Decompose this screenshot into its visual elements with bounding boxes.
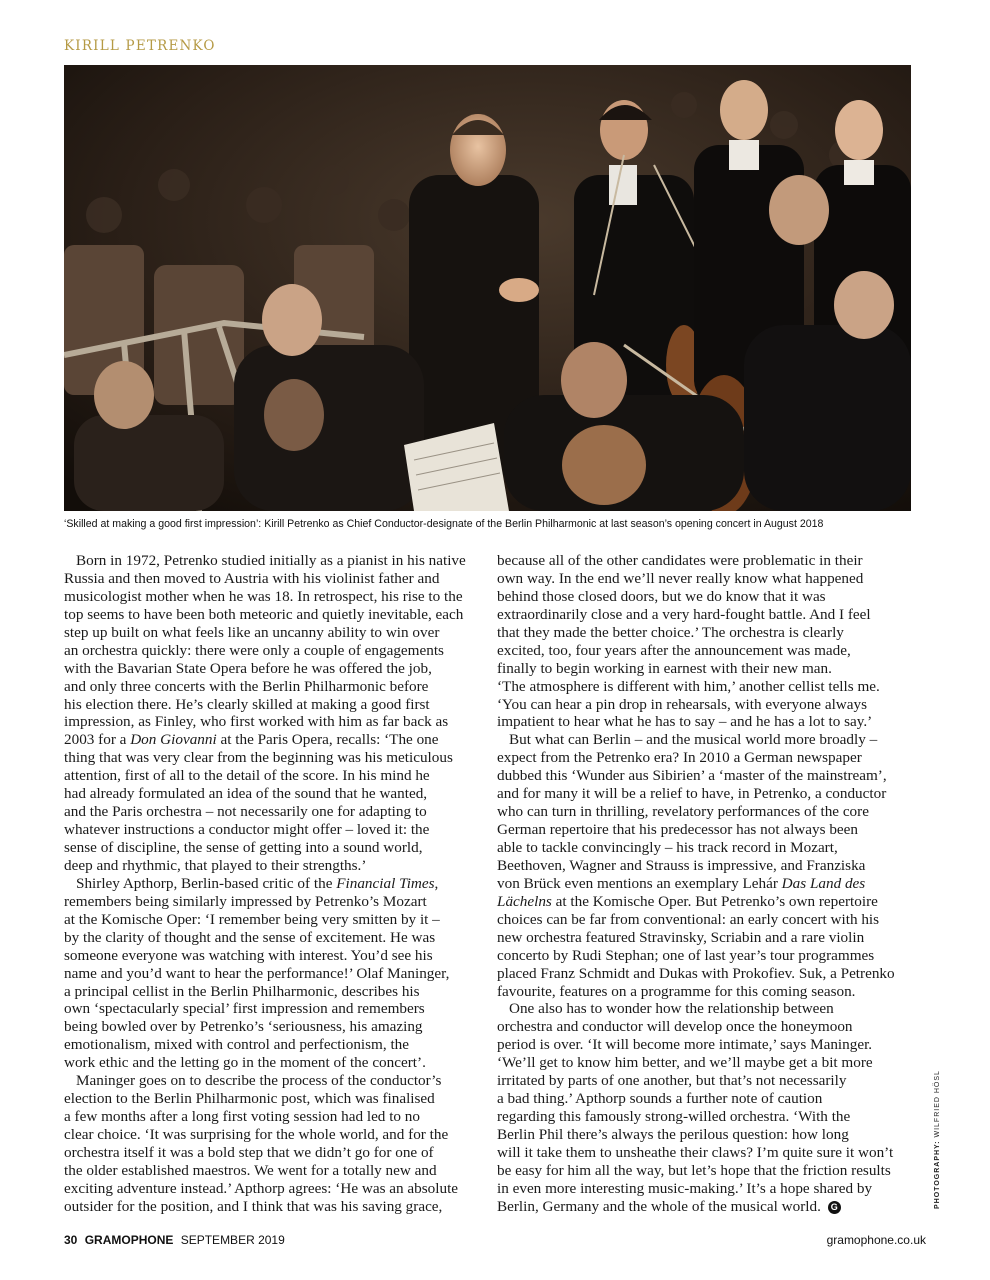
text-line: work ethic and the letting go in the moment of the concert’. xyxy=(64,1054,426,1072)
end-of-article-icon: G xyxy=(828,1201,841,1214)
text-line: and the Paris orchestra – not necessarily one for adapting to xyxy=(64,803,427,821)
text-line: being bowled over by Petrenko’s ‘seriousness, his amazing xyxy=(64,1018,423,1036)
text-line: von Brück even mentions an exemplary Lehár Das Land des xyxy=(497,874,866,892)
text-line: at the Komische Oper: ‘I remember being very smitten by it – xyxy=(64,910,440,928)
text-line: musicologist mother when he was 18. In retrospect, his rise to the xyxy=(64,587,463,605)
text-line: orchestra itself it was a bold step that we didn’t go for one of xyxy=(64,1143,434,1161)
text-line: outsider for the position, and I think that was his saving grace, xyxy=(64,1197,443,1215)
text-line: period is over. ‘It will become more intimate,’ says Maninger. xyxy=(497,1036,873,1054)
text-line: a bad thing.’ Apthorp sounds a further note of caution xyxy=(497,1090,823,1108)
text-line: irritated by parts of one another, but that’s not necessarily xyxy=(497,1072,847,1090)
text-line: able to tackle convincingly – his track record in Mozart, xyxy=(497,839,838,856)
text-line: impression, as Finley, who first worked with him as far back as xyxy=(64,713,449,731)
text-line: thing that was very clear from the beginning was his meticulous xyxy=(64,749,453,767)
text-line: But what can Berlin – and the musical world more broadly – xyxy=(509,731,878,749)
conductor-handshake-photo xyxy=(64,65,911,511)
article-column-right xyxy=(497,552,913,1216)
text-line: own ‘spectacularly special’ first impression and remembers xyxy=(64,1000,425,1018)
text-line: and for many it will be a relief to have, in Petrenko, a conductor xyxy=(497,785,887,803)
text-line: Shirley Apthorp, Berlin-based critic of the Financial Times, xyxy=(76,874,439,892)
text-line: dubbed this ‘Wunder aus Sibirien’ a ‘master of the mainstream’, xyxy=(497,767,887,785)
text-line: ‘We’ll get to know him better, and we’ll maybe get a bit more xyxy=(497,1054,873,1072)
photo-credit-label: PHOTOGRAPHY: xyxy=(934,1140,941,1209)
text-line: Born in 1972, Petrenko studied initially as a pianist in his native xyxy=(76,552,466,569)
text-line: behind those closed doors, but we do know that it was xyxy=(497,587,826,605)
photo-credit xyxy=(934,1070,941,1209)
text-line: German repertoire that his predecessor has not always been xyxy=(497,821,858,839)
text-line: orchestra and conductor will develop once the honeymoon xyxy=(497,1018,853,1036)
text-line: concerto by Rudi Stephan; one of last year’s tour programmes xyxy=(497,946,875,964)
text-line: in even more interesting music-making.’ It’s a hope shared by xyxy=(497,1179,873,1197)
section-label: KIRILL PETRENKO xyxy=(64,38,216,54)
text-line: the older established maestros. We went for a totally new and xyxy=(64,1161,437,1179)
text-line: ‘You can hear a pin drop in rehearsals, with everyone always xyxy=(497,695,868,713)
website-link[interactable]: gramophone.co.uk xyxy=(826,1233,926,1247)
text-line: attention, first of all to the detail of the score. In his mind he xyxy=(64,767,430,785)
text-line: remembers being similarly impressed by Petrenko’s Mozart xyxy=(64,892,427,910)
text-line: One also has to wonder how the relationship between xyxy=(509,1000,834,1018)
photo-credit-name: WILFRIED HÖSL xyxy=(934,1070,941,1138)
text-line: with the Bavarian State Opera before he was offered the job, xyxy=(64,659,432,677)
text-line: a few months after a long first voting session had led to no xyxy=(64,1108,420,1126)
text-line: Russia and then moved to Austria with his violinist father and xyxy=(64,569,440,587)
text-line: and only three concerts with the Berlin Philharmonic before xyxy=(64,677,429,695)
text-line: Berlin, Germany and the whole of the musical world. G xyxy=(497,1198,913,1216)
text-line: Berlin Phil there’s always the perilous question: how long xyxy=(497,1126,849,1143)
text-line: expect from the Petrenko era? In 2010 a German newspaper xyxy=(497,749,862,767)
text-line: placed Franz Schmidt and Dukas with Prokofiev. Suk, a Petrenko xyxy=(497,964,895,982)
text-line: by the clarity of thought and the sense of excitement. He was xyxy=(64,928,436,946)
text-line: will it take them to unsheathe their claws? I’m quite sure it won’t xyxy=(497,1143,894,1161)
text-line: that they made the better choice.’ The orchestra is clearly xyxy=(497,623,844,641)
text-line: deep and rhythmic, that played to their strengths.’ xyxy=(64,856,367,874)
text-line: someone everyone was watching with interest. You’d see his xyxy=(64,946,433,964)
text-line: 2003 for a Don Giovanni at the Paris Opera, recalls: ‘The one xyxy=(64,731,439,749)
text-line: ‘The atmosphere is different with him,’ another cellist tells me. xyxy=(497,677,880,695)
article-column-left xyxy=(64,552,479,1216)
text-line: Beethoven, Wagner and Strauss is impressive, and Franziska xyxy=(497,856,866,874)
text-line: regarding this famously strong-willed orchestra. ‘With the xyxy=(497,1108,851,1126)
text-line: election to the Berlin Philharmonic post, which was finalised xyxy=(64,1090,435,1108)
text-line: whatever instructions a conductor might offer – loved it: the xyxy=(64,821,430,839)
magazine-name: GRAMOPHONE xyxy=(84,1233,174,1247)
text-line: finally to begin working in earnest with their new man. xyxy=(497,659,832,677)
footer-issue-info xyxy=(64,1233,285,1247)
text-line: top seems to have been both meteoric and quietly inevitable, each xyxy=(64,605,464,623)
text-line: emotionalism, mixed with control and perfectionism, the xyxy=(64,1036,410,1054)
text-line: Lächelns at the Komische Oper. But Petrenko’s own repertoire xyxy=(497,892,878,910)
text-line: excited, too, four years after the announcement was made, xyxy=(497,641,851,659)
text-line: favourite, features on a programme for this coming season. xyxy=(497,982,856,1000)
text-line: clear choice. ‘It was surprising for the whole world, and for the xyxy=(64,1126,449,1143)
text-line: had already formulated an idea of the sound that he wanted, xyxy=(64,785,428,803)
text-line: name and you’d want to hear the performance!’ Olaf Maninger, xyxy=(64,964,450,982)
photo-caption: ‘Skilled at making a good first impression’: Kirill Petrenko as Chief Conductor-designate of the Berlin Philharmonic at last season’s opening concert in August 2018 xyxy=(64,518,824,530)
text-line: own way. In the end we’ll never really know what happened xyxy=(497,569,864,587)
text-line: sense of discipline, the sense of getting into a sound world, xyxy=(64,839,423,856)
text-line: extraordinarily close and a very hard-fought battle. And I feel xyxy=(497,605,871,623)
text-line: step up built on what feels like an uncanny ability to win over xyxy=(64,623,440,641)
text-line: a principal cellist in the Berlin Philharmonic, describes his xyxy=(64,982,420,1000)
text-line: who can turn in thrilling, revelatory performances of the core xyxy=(497,803,869,821)
text-line: his election there. He’s clearly skilled at making a good first xyxy=(64,695,430,713)
text-line: Maninger goes on to describe the process of the conductor’s xyxy=(76,1072,442,1090)
page-number: 30 xyxy=(64,1233,78,1247)
text-line: because all of the other candidates were problematic in their xyxy=(497,552,863,569)
text-line: new orchestra featured Stravinsky, Scriabin and a rare violin xyxy=(497,928,865,946)
text-line: choices can be far from conventional: an early concert with his xyxy=(497,910,880,928)
text-line: an orchestra quickly: there were only a couple of engagements xyxy=(64,641,444,659)
text-line: be easy for him all the way, but let’s hope that the friction results xyxy=(497,1161,891,1179)
text-line: impatient to hear what he has to say – and he has a lot to say.’ xyxy=(497,713,873,731)
text-line: exciting adventure instead.’ Apthorp agrees: ‘He was an absolute xyxy=(64,1179,459,1197)
issue-date: SEPTEMBER 2019 xyxy=(180,1233,285,1247)
